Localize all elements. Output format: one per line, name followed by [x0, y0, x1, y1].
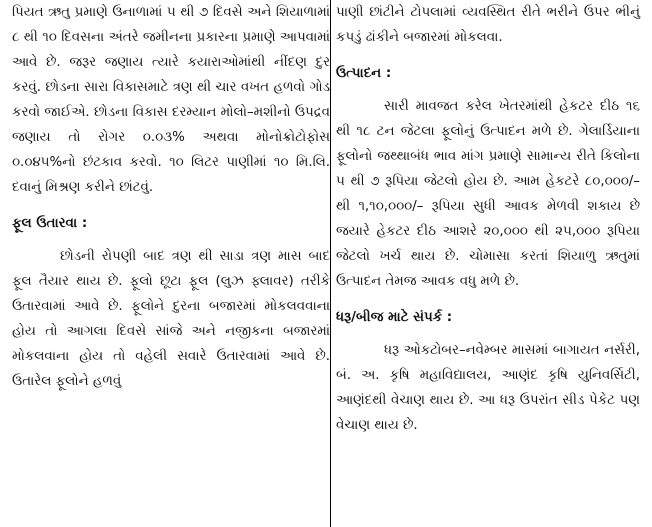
column-divider — [330, 0, 331, 527]
harvest-paragraph: છોડની રોપણી બાદ ત્રણ થી સાડા ત્રણ માસ બાદ ફૂલ તૈયાર થાય છે. ફૂલો છૂટા ફૂલ (લુઝ ફ્લાવર) તરીકે ઉતારવામાં આવે છે. ફૂલોને દુરના બજારમાં મોકલવવાના હોય તો આગલા દિવસે સાંજે અને નજીકના બજારમાં મોકલવાના હોય તો વહેલી સવારે ઉતારવામાં આવે છે. ઉતારેલ ફૂલોને હળવું — [12, 249, 330, 389]
right-column — [336, 0, 640, 438]
contact-heading: ધરૂ/બીજ માટે સંપર્ક : — [336, 310, 453, 325]
production-paragraph: સારી માવજત કરેલ ખેતરમાંથી હેકટર દીઠ ૧૬ થી ૧૮ ટન જેટલા ફૂલોનું ઉત્પાદન મળે છે. ગેલાર્ડિયાના ફૂલોનો જથ્થાબંધ ભાવ માંગ પ્રમાણે સામાન્ય રીતે કિલોના ૫ થી ૭ રૂપિયા જેટલો હોય છે. આમ હેકટરે ૮૦,૦૦૦/– થી ૧,૧૦,૦૦૦/– રૂપિયા સુધી આવક મેળવી શકાય છે જયારે હેકટર દીઠ આશરે ૨૦,૦૦૦ થી ૨૫,૦૦૦ રૂપિયા જેટલો ખર્ચ થાય છે. ચોમાસા કરતાં શિયાળુ ઋતુમાં ઉત્પાદન તેમજ આવક વધુ મળે છે. — [336, 99, 640, 289]
irrigation-paragraph: પિયત ઋતુ પ્રમાણે ઉનાળામાં ૫ થી ૭ દિવસે અને શિયાળામાં ૮ થી ૧૦ દિવસના અંતરે જમીનના પ્રકારના પ્રમાણે આપવામાં આવે છે. જરૂર જણાય ત્યારે કયારાઓમાંથી નીંદણ દુર કરવું. છોડના સારા વિકાસમાટે ત્રણ થી ચાર વખત હળવો ગોડ કરવો જાઈએ. છોડના વિકાસ દરમ્યાન મોલો–મશીનો ઉપદ્રવ જણાય તો રોગર ૦.૦૩% અથવા મોનોક્રોટોફોસ ૦.૦૪૫%નો છંટકાવ કરવો. ૧૦ લિટર પાણીમાં ૧૦ મિ.લિ. દવાનું મિશ્રણ કરીને છાંટવું. — [12, 5, 330, 195]
harvest-heading: ફૂલ ઉતારવા : — [12, 216, 88, 231]
production-heading: ઉત્પાદન : — [336, 66, 392, 81]
left-column — [12, 0, 330, 394]
contact-paragraph: ધરૂ ઓકટોબર–નવેમ્બર માસમાં બાગાયત નર્સરી, બં. અ. કૃષિ મહાવિદ્યાલય, આણંદ કૃષિ યુનિવર્સિટી, આણંદથી વેચાણ થાય છે. આ ધરૂ ઉપરાંત સીડ પેકેટ પણ વેચાણ થાય છે. — [336, 343, 640, 433]
harvest-continuation-paragraph: પાણી છાંટીને ટોપલામાં વ્યવસ્થિત રીતે ભરીને ઉપર ભીનું કપડું ઢાંકીને બજારમાં મોકલવા. — [336, 5, 640, 45]
